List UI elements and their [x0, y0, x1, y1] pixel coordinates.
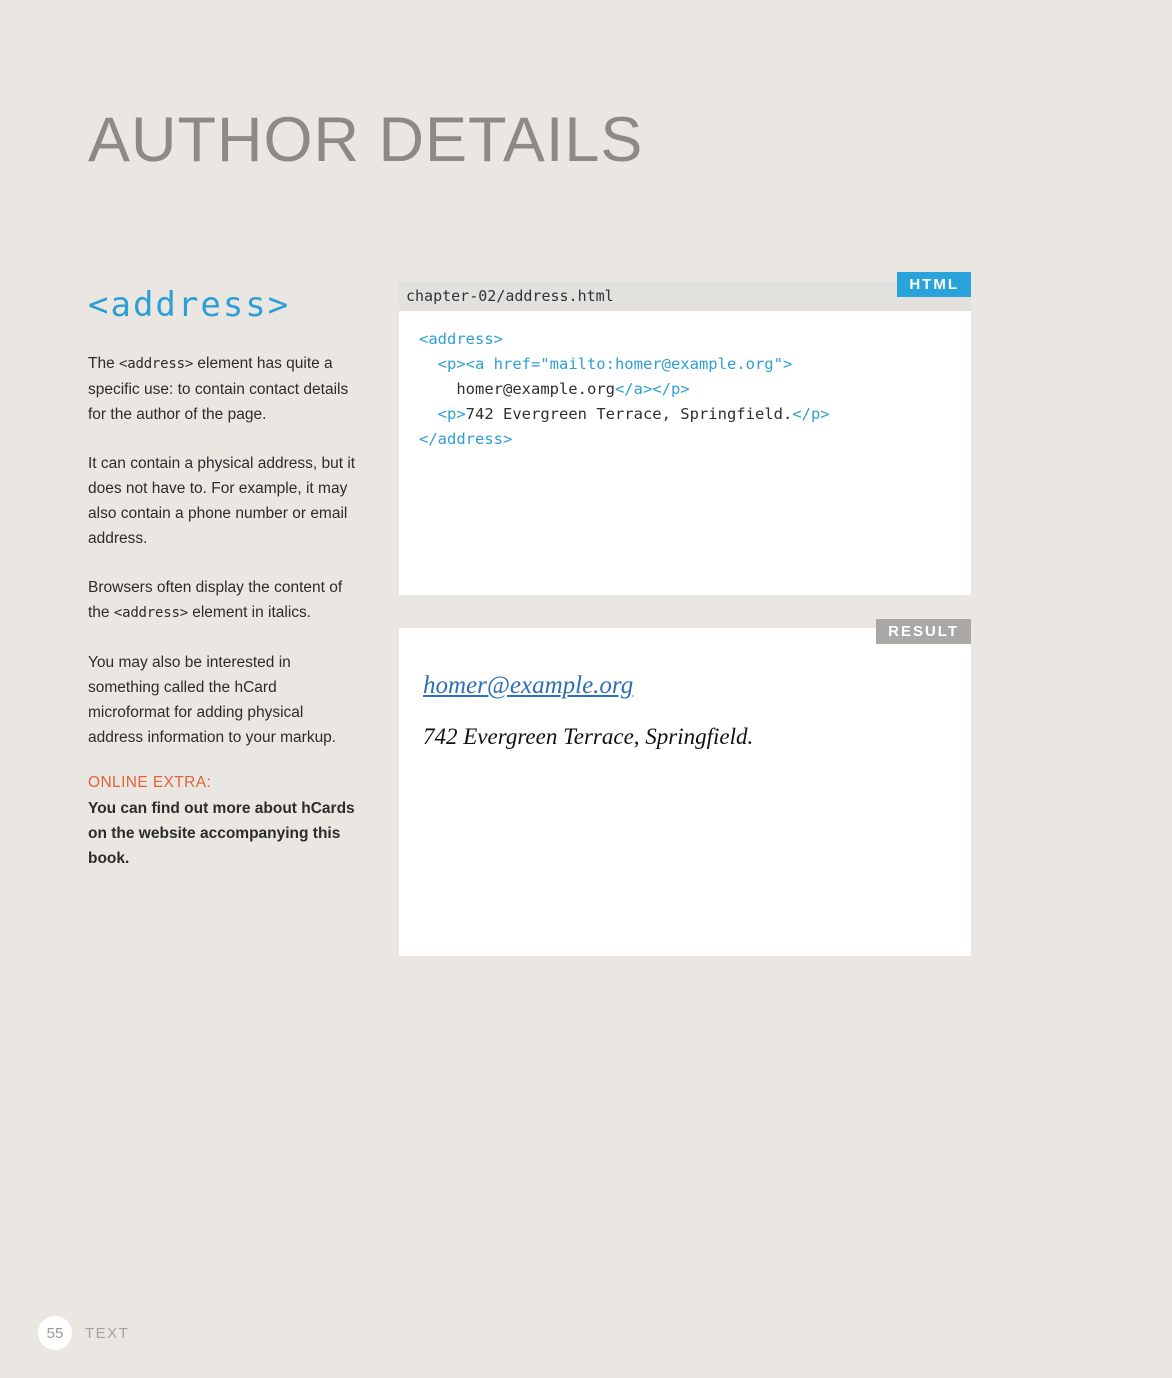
inline-code-address: <address> [119, 356, 194, 372]
footer [38, 1316, 129, 1350]
code-tag: <p> [437, 405, 466, 423]
code-tag: <p><a href="mailto:homer@example.org"> [437, 355, 793, 373]
body-paragraph-3: Browsers often display the content of the <address> element in italics. [88, 579, 343, 621]
html-badge: HTML [897, 272, 971, 297]
code-line [419, 402, 961, 427]
code-text: homer@example.org [456, 380, 615, 398]
footer-section-label: TEXT [85, 1324, 130, 1342]
code-line [419, 352, 961, 377]
result-badge: RESULT [876, 619, 971, 644]
code-tag: </a></p> [614, 380, 690, 398]
element-name-heading: <address> [88, 285, 291, 325]
code-tag: </address> [419, 430, 513, 448]
code-tag: </p> [792, 405, 830, 423]
online-extra-label: ONLINE EXTRA: [88, 774, 212, 791]
result-email-link[interactable]: homer@example.org [423, 672, 634, 699]
body-paragraph-1: The <address> element has quite a specific use: to contain contact details for the author of the page. [88, 355, 349, 423]
page-number: 55 [38, 1316, 72, 1350]
code-panel [399, 276, 971, 595]
code-line [419, 427, 961, 452]
code-tag: <address> [419, 330, 503, 348]
result-content [399, 650, 971, 750]
result-panel [399, 623, 971, 956]
page-title: AUTHOR DETAILS [88, 105, 644, 176]
code-panel-header [399, 276, 971, 311]
result-panel-header [399, 623, 971, 650]
result-address-text: 742 Evergreen Terrace, Springfield. [423, 724, 754, 749]
body-paragraph-2: It can contain a physical address, but it does not have to. For example, it may also contain a phone number or email address. [88, 455, 356, 547]
online-extra-body: You can find out more about hCards on the website accompanying this book. [88, 800, 355, 867]
body-paragraph-4: You may also be interested in something called the hCard microformat for adding physical address information to your markup. [88, 654, 337, 746]
code-line [419, 377, 961, 402]
left-column [88, 285, 360, 871]
code-line [419, 327, 961, 352]
code-text: 742 Evergreen Terrace, Springfield. [465, 405, 793, 423]
code-filename: chapter-02/address.html [406, 287, 614, 305]
code-listing [399, 311, 971, 595]
inline-code-address-2: <address> [113, 605, 188, 621]
